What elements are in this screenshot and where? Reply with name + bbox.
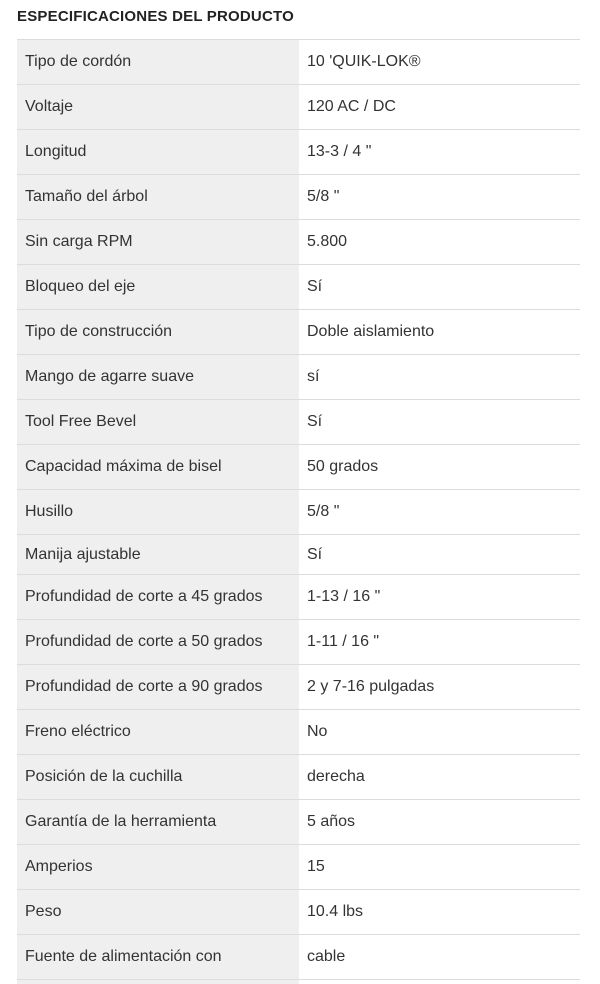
spec-row-max-bevel [17,445,580,490]
spec-value: 13-3 / 4 " [299,130,580,174]
spec-value: 5/8 " [299,175,580,219]
spec-label: Posición de la cuchilla [17,755,299,799]
spec-value: 10 'QUIK-LOK® [299,40,580,84]
spec-row-electric-brake [17,710,580,755]
spec-value: sí [299,355,580,399]
spec-value: 15 [299,845,580,889]
spec-value: No [299,710,580,754]
spec-table [17,39,580,984]
spec-row-blade-position [17,755,580,800]
spec-label [17,980,299,984]
spec-label: Sin carga RPM [17,220,299,264]
spec-label: Profundidad de corte a 50 grados [17,620,299,664]
spec-value: derecha [299,755,580,799]
spec-label: Fuente de alimentación con [17,935,299,979]
spec-label: Bloqueo del eje [17,265,299,309]
spec-value: Sí [299,535,580,574]
spec-row-cut-depth-90 [17,665,580,710]
spec-row-power-source [17,935,580,980]
spec-value: 50 grados [299,445,580,489]
spec-label: Capacidad máxima de bisel [17,445,299,489]
spec-label: Freno eléctrico [17,710,299,754]
spec-label: Tipo de cordón [17,40,299,84]
spec-row-partial [17,980,580,984]
spec-label: Longitud [17,130,299,174]
spec-row-no-load-rpm [17,220,580,265]
spec-value: 1-13 / 16 " [299,575,580,619]
spec-value: 2 y 7-16 pulgadas [299,665,580,709]
spec-label: Profundidad de corte a 45 grados [17,575,299,619]
spec-label: Profundidad de corte a 90 grados [17,665,299,709]
spec-label: Garantía de la herramienta [17,800,299,844]
spec-value: 1-11 / 16 " [299,620,580,664]
spec-label: Amperios [17,845,299,889]
spec-label: Voltaje [17,85,299,129]
spec-row-length [17,130,580,175]
spec-value: 120 AC / DC [299,85,580,129]
spec-value: 10.4 lbs [299,890,580,934]
spec-value: 5.800 [299,220,580,264]
spec-row-adjustable-handle [17,535,580,575]
spec-value: 5/8 " [299,490,580,534]
spec-label: Mango de agarre suave [17,355,299,399]
spec-row-voltage [17,85,580,130]
spec-label: Tool Free Bevel [17,400,299,444]
spec-label: Manija ajustable [17,535,299,574]
spec-value: 5 años [299,800,580,844]
spec-label: Peso [17,890,299,934]
spec-label: Husillo [17,490,299,534]
spec-row-amperage [17,845,580,890]
spec-row-spindle [17,490,580,535]
spec-row-cut-depth-45 [17,575,580,620]
spec-value: Sí [299,400,580,444]
spec-row-cord-type [17,40,580,85]
spec-label: Tipo de construcción [17,310,299,354]
spec-row-cut-depth-50 [17,620,580,665]
spec-value: Doble aislamiento [299,310,580,354]
spec-value: Sí [299,265,580,309]
spec-row-soft-grip [17,355,580,400]
spec-row-tool-warranty [17,800,580,845]
section-title: ESPECIFICACIONES DEL PRODUCTO [17,8,294,25]
spec-row-construction-type [17,310,580,355]
spec-label: Tamaño del árbol [17,175,299,219]
spec-row-spindle-lock [17,265,580,310]
spec-value: cable [299,935,580,979]
spec-row-weight [17,890,580,935]
spec-row-arbor-size [17,175,580,220]
spec-value [299,980,580,984]
spec-row-tool-free-bevel [17,400,580,445]
